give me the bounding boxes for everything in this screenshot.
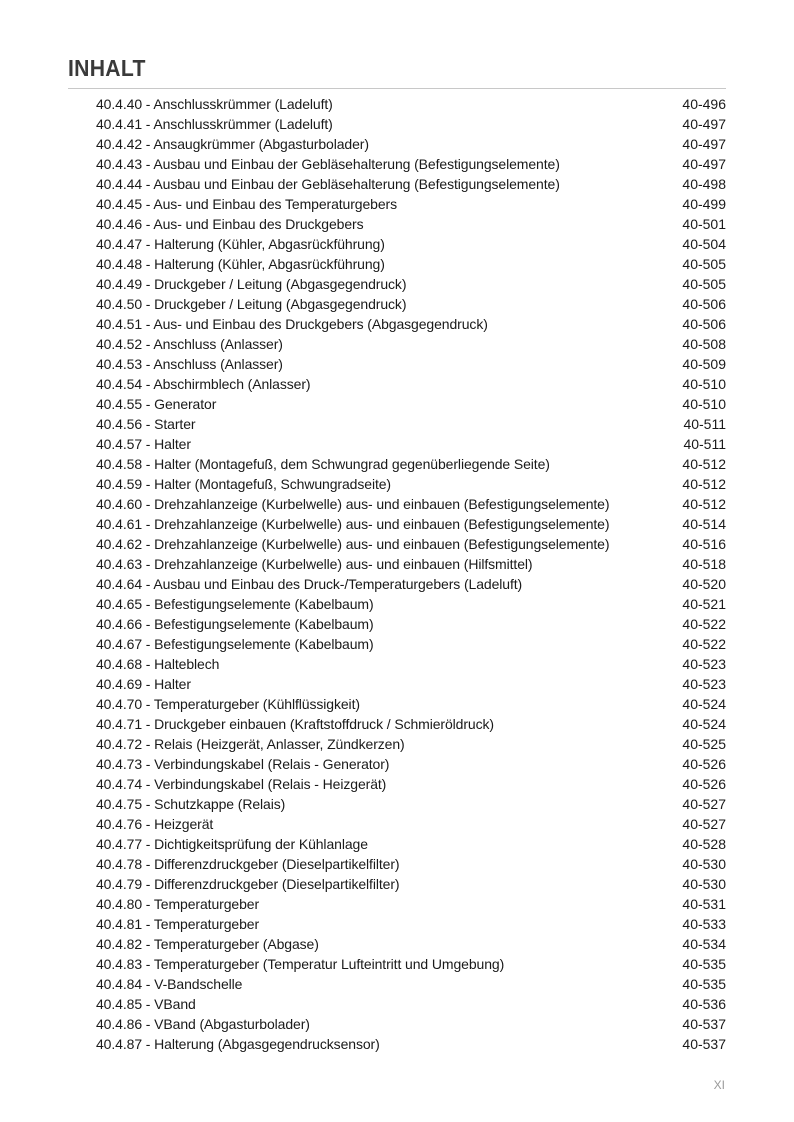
toc-entry-title[interactable]: 40.4.81 - Temperaturgeber (96, 916, 260, 932)
toc-entry[interactable] (96, 934, 726, 954)
toc-entry[interactable] (96, 994, 726, 1014)
toc-entry[interactable] (96, 794, 726, 814)
toc-entry-page[interactable]: 40-497 (682, 136, 726, 152)
toc-entry-title[interactable]: 40.4.79 - Differenzdruckgeber (Dieselpartikelfilter) (96, 876, 400, 892)
toc-entry[interactable] (96, 94, 726, 114)
toc-entry[interactable] (96, 694, 726, 714)
toc-entry[interactable] (96, 494, 726, 514)
toc-entry-title[interactable]: 40.4.59 - Halter (Montagefuß, Schwungradseite) (96, 476, 391, 492)
toc-entry-page[interactable]: 40-514 (682, 516, 726, 532)
toc-entry[interactable] (96, 174, 726, 194)
toc-entry[interactable] (96, 134, 726, 154)
toc-entry-title[interactable]: 40.4.77 - Dichtigkeitsprüfung der Kühlanlage (96, 836, 368, 852)
toc-entry-page[interactable]: 40-537 (682, 1036, 726, 1052)
toc-entry-title[interactable]: 40.4.74 - Verbindungskabel (Relais - Heizgerät) (96, 776, 387, 792)
toc-entry-title[interactable]: 40.4.50 - Druckgeber / Leitung (Abgasgegendruck) (96, 296, 407, 312)
toc-entry-page[interactable]: 40-531 (682, 896, 726, 912)
toc-entry[interactable] (96, 734, 726, 754)
toc-entry-page[interactable]: 40-522 (682, 636, 726, 652)
toc-entry-page[interactable]: 40-505 (682, 276, 726, 292)
toc-entry-title[interactable]: 40.4.68 - Halteblech (96, 656, 220, 672)
table-of-contents (96, 94, 726, 1054)
toc-entry[interactable] (96, 814, 726, 834)
toc-entry-page[interactable]: 40-520 (682, 576, 726, 592)
toc-entry-title[interactable]: 40.4.61 - Drehzahlanzeige (Kurbelwelle) aus- und einbauen (Befestigungselemente) (96, 516, 610, 532)
toc-entry-title[interactable]: 40.4.53 - Anschluss (Anlasser) (96, 356, 283, 372)
toc-entry[interactable] (96, 1014, 726, 1034)
toc-entry-page[interactable]: 40-508 (682, 336, 726, 352)
toc-entry[interactable] (96, 274, 726, 294)
toc-entry-page[interactable]: 40-527 (682, 816, 726, 832)
toc-entry[interactable] (96, 854, 726, 874)
toc-entry-title[interactable]: 40.4.40 - Anschlusskrümmer (Ladeluft) (96, 96, 333, 112)
toc-entry[interactable] (96, 234, 726, 254)
toc-entry[interactable] (96, 534, 726, 554)
toc-entry-title[interactable]: 40.4.58 - Halter (Montagefuß, dem Schwungrad gegenüberliegende Seite) (96, 456, 550, 472)
toc-entry-page[interactable]: 40-506 (682, 296, 726, 312)
toc-entry-title[interactable]: 40.4.64 - Ausbau und Einbau des Druck-/Temperaturgebers (Ladeluft) (96, 576, 523, 592)
toc-entry-page[interactable]: 40-501 (682, 216, 726, 232)
toc-entry[interactable] (96, 374, 726, 394)
toc-entry[interactable] (96, 574, 726, 594)
toc-entry[interactable] (96, 614, 726, 634)
toc-entry-title[interactable]: 40.4.41 - Anschlusskrümmer (Ladeluft) (96, 116, 333, 132)
toc-entry[interactable] (96, 954, 726, 974)
toc-entry-title[interactable]: 40.4.78 - Differenzdruckgeber (Dieselpartikelfilter) (96, 856, 400, 872)
toc-entry-page[interactable]: 40-526 (682, 756, 726, 772)
toc-entry-page[interactable]: 40-499 (682, 196, 726, 212)
toc-entry[interactable] (96, 894, 726, 914)
toc-entry-page[interactable]: 40-523 (682, 656, 726, 672)
toc-entry-title[interactable]: 40.4.47 - Halterung (Kühler, Abgasrückführung) (96, 236, 385, 252)
toc-entry-page[interactable]: 40-528 (682, 836, 726, 852)
toc-entry[interactable] (96, 834, 726, 854)
toc-entry[interactable] (96, 394, 726, 414)
toc-entry-title[interactable]: 40.4.44 - Ausbau und Einbau der Gebläsehalterung (Befestigungselemente) (96, 176, 560, 192)
toc-entry-page[interactable]: 40-533 (682, 916, 726, 932)
toc-entry[interactable] (96, 454, 726, 474)
toc-entry[interactable] (96, 974, 726, 994)
toc-entry-title[interactable]: 40.4.84 - V-Bandschelle (96, 976, 243, 992)
toc-entry-title[interactable]: 40.4.51 - Aus- und Einbau des Druckgebers (Abgasgegendruck) (96, 316, 488, 332)
toc-entry-page[interactable]: 40-504 (682, 236, 726, 252)
toc-entry-page[interactable]: 40-497 (682, 156, 726, 172)
toc-entry-title[interactable]: 40.4.72 - Relais (Heizgerät, Anlasser, Zündkerzen) (96, 736, 405, 752)
toc-entry-page[interactable]: 40-498 (682, 176, 726, 192)
toc-entry-page[interactable]: 40-509 (682, 356, 726, 372)
toc-entry-page[interactable]: 40-523 (682, 676, 726, 692)
toc-entry-title[interactable]: 40.4.48 - Halterung (Kühler, Abgasrückführung) (96, 256, 385, 272)
title-divider (68, 88, 726, 89)
toc-entry[interactable] (96, 634, 726, 654)
toc-entry-page[interactable]: 40-512 (682, 496, 726, 512)
toc-entry-title[interactable]: 40.4.67 - Befestigungselemente (Kabelbaum) (96, 636, 374, 652)
toc-entry[interactable] (96, 754, 726, 774)
toc-entry-page[interactable]: 40-526 (682, 776, 726, 792)
toc-entry-page[interactable]: 40-530 (682, 876, 726, 892)
toc-entry[interactable] (96, 314, 726, 334)
toc-entry-page[interactable]: 40-518 (682, 556, 726, 572)
toc-entry[interactable] (96, 294, 726, 314)
toc-entry-title[interactable]: 40.4.70 - Temperaturgeber (Kühlflüssigkeit) (96, 696, 360, 712)
toc-entry-title[interactable]: 40.4.42 - Ansaugkrümmer (Abgasturbolader) (96, 136, 369, 152)
toc-entry[interactable] (96, 914, 726, 934)
toc-entry-page[interactable]: 40-516 (682, 536, 726, 552)
toc-entry[interactable] (96, 874, 726, 894)
toc-entry-title[interactable]: 40.4.45 - Aus- und Einbau des Temperaturgebers (96, 196, 398, 212)
toc-entry-title[interactable]: 40.4.71 - Druckgeber einbauen (Kraftstoffdruck / Schmieröldruck) (96, 716, 494, 732)
toc-entry[interactable] (96, 414, 726, 434)
toc-entry[interactable] (96, 214, 726, 234)
page-number: XI (713, 1078, 725, 1092)
toc-entry-page[interactable]: 40-512 (682, 456, 726, 472)
toc-entry-title[interactable]: 40.4.69 - Halter (96, 676, 191, 692)
toc-entry-page[interactable]: 40-505 (682, 256, 726, 272)
page-title: INHALT (68, 55, 146, 81)
toc-entry-page[interactable]: 40-522 (682, 616, 726, 632)
toc-entry-page[interactable]: 40-537 (682, 1016, 726, 1032)
toc-entry[interactable] (96, 334, 726, 354)
toc-entry[interactable] (96, 594, 726, 614)
toc-entry-page[interactable]: 40-506 (682, 316, 726, 332)
toc-entry-title[interactable]: 40.4.43 - Ausbau und Einbau der Gebläsehalterung (Befestigungselemente) (96, 156, 560, 172)
toc-entry-page[interactable]: 40-535 (682, 976, 726, 992)
toc-entry-page[interactable]: 40-497 (682, 116, 726, 132)
toc-entry-page[interactable]: 40-496 (682, 96, 726, 112)
toc-entry[interactable] (96, 654, 726, 674)
toc-entry[interactable] (96, 434, 726, 454)
toc-entry-title[interactable]: 40.4.86 - VBand (Abgasturbolader) (96, 1016, 310, 1032)
toc-entry[interactable] (96, 114, 726, 134)
toc-entry-title[interactable]: 40.4.82 - Temperaturgeber (Abgase) (96, 936, 319, 952)
toc-entry-title[interactable]: 40.4.87 - Halterung (Abgasgegendrucksensor) (96, 1036, 380, 1052)
toc-entry-title[interactable]: 40.4.80 - Temperaturgeber (96, 896, 260, 912)
toc-entry-title[interactable]: 40.4.73 - Verbindungskabel (Relais - Generator) (96, 756, 390, 772)
toc-entry-title[interactable]: 40.4.83 - Temperaturgeber (Temperatur Lufteintritt und Umgebung) (96, 956, 505, 972)
toc-entry[interactable] (96, 674, 726, 694)
toc-entry-title[interactable]: 40.4.56 - Starter (96, 416, 196, 432)
toc-entry[interactable] (96, 194, 726, 214)
toc-entry-page[interactable]: 40-511 (683, 436, 726, 452)
toc-entry-page[interactable]: 40-525 (682, 736, 726, 752)
toc-entry-page[interactable]: 40-524 (682, 696, 726, 712)
toc-entry-title[interactable]: 40.4.63 - Drehzahlanzeige (Kurbelwelle) aus- und einbauen (Hilfsmittel) (96, 556, 533, 572)
toc-entry-title[interactable]: 40.4.60 - Drehzahlanzeige (Kurbelwelle) aus- und einbauen (Befestigungselemente) (96, 496, 610, 512)
toc-entry-title[interactable]: 40.4.75 - Schutzkappe (Relais) (96, 796, 286, 812)
toc-entry-page[interactable]: 40-527 (682, 796, 726, 812)
toc-entry[interactable] (96, 714, 726, 734)
toc-entry-page[interactable]: 40-536 (682, 996, 726, 1012)
toc-entry[interactable] (96, 514, 726, 534)
toc-entry-title[interactable]: 40.4.46 - Aus- und Einbau des Druckgebers (96, 216, 364, 232)
toc-entry-page[interactable]: 40-535 (682, 956, 726, 972)
toc-entry-page[interactable]: 40-510 (682, 396, 726, 412)
toc-entry-page[interactable]: 40-512 (682, 476, 726, 492)
toc-entry-title[interactable]: 40.4.76 - Heizgerät (96, 816, 214, 832)
toc-entry-title[interactable]: 40.4.65 - Befestigungselemente (Kabelbaum) (96, 596, 374, 612)
toc-entry-page[interactable]: 40-511 (683, 416, 726, 432)
toc-entry[interactable] (96, 774, 726, 794)
toc-entry-title[interactable]: 40.4.52 - Anschluss (Anlasser) (96, 336, 283, 352)
toc-entry-title[interactable]: 40.4.57 - Halter (96, 436, 191, 452)
toc-entry-title[interactable]: 40.4.54 - Abschirmblech (Anlasser) (96, 376, 311, 392)
toc-entry[interactable] (96, 474, 726, 494)
toc-entry-page[interactable]: 40-534 (682, 936, 726, 952)
toc-entry-page[interactable]: 40-510 (682, 376, 726, 392)
toc-entry-title[interactable]: 40.4.49 - Druckgeber / Leitung (Abgasgegendruck) (96, 276, 407, 292)
toc-entry-page[interactable]: 40-524 (682, 716, 726, 732)
toc-entry[interactable] (96, 1034, 726, 1054)
toc-entry[interactable] (96, 554, 726, 574)
toc-entry-title[interactable]: 40.4.55 - Generator (96, 396, 217, 412)
toc-entry-page[interactable]: 40-521 (682, 596, 726, 612)
toc-entry-page[interactable]: 40-530 (682, 856, 726, 872)
toc-entry[interactable] (96, 254, 726, 274)
toc-entry-title[interactable]: 40.4.66 - Befestigungselemente (Kabelbaum) (96, 616, 374, 632)
toc-entry[interactable] (96, 154, 726, 174)
toc-entry[interactable] (96, 354, 726, 374)
toc-entry-title[interactable]: 40.4.62 - Drehzahlanzeige (Kurbelwelle) aus- und einbauen (Befestigungselemente) (96, 536, 610, 552)
toc-entry-title[interactable]: 40.4.85 - VBand (96, 996, 196, 1012)
